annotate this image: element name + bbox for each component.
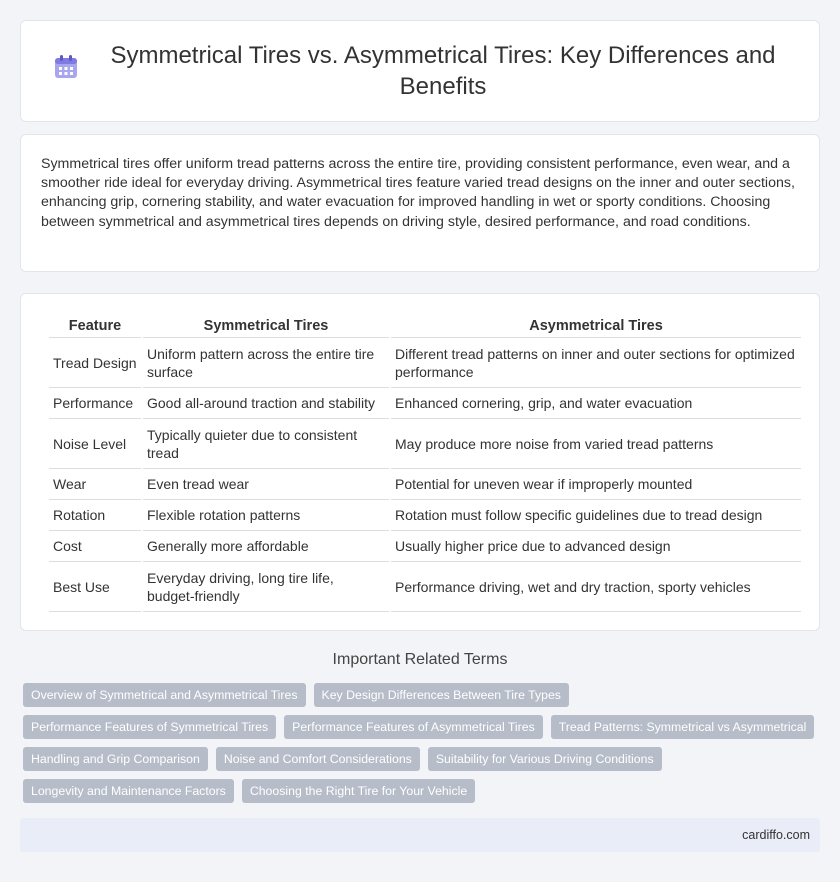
column-header-asymmetrical: Asymmetrical Tires [391, 314, 801, 338]
feature-cell: Performance [49, 388, 141, 419]
asymmetrical-cell: Different tread patterns on inner and outer sections for optimized performance [391, 338, 801, 388]
asymmetrical-cell: Rotation must follow specific guidelines due to tread design [391, 500, 801, 531]
table-row [49, 419, 801, 469]
asymmetrical-cell: May produce more noise from varied tread patterns [391, 419, 801, 469]
table-row [49, 338, 801, 388]
symmetrical-cell: Flexible rotation patterns [143, 500, 389, 531]
calendar-icon [52, 53, 80, 81]
related-term-tag[interactable]: Overview of Symmetrical and Asymmetrical Tires [23, 683, 306, 707]
related-term-tag[interactable]: Performance Features of Asymmetrical Tires [284, 715, 543, 739]
table-row [49, 531, 801, 562]
intro-card [20, 134, 820, 272]
comparison-table [47, 314, 803, 612]
footer-site-name[interactable]: cardiffo.com [742, 828, 810, 842]
table-row [49, 562, 801, 612]
related-term-tag[interactable]: Noise and Comfort Considerations [216, 747, 420, 771]
header-card [20, 20, 820, 122]
feature-cell: Best Use [49, 562, 141, 612]
asymmetrical-cell: Enhanced cornering, grip, and water evacuation [391, 388, 801, 419]
symmetrical-cell: Typically quieter due to consistent tread [143, 419, 389, 469]
symmetrical-cell: Generally more affordable [143, 531, 389, 562]
related-terms-heading: Important Related Terms [332, 651, 508, 668]
related-term-tag[interactable]: Tread Patterns: Symmetrical vs Asymmetrical [551, 715, 815, 739]
table-row [49, 388, 801, 419]
table-header-row [49, 314, 801, 338]
title-wrap [50, 40, 790, 102]
symmetrical-cell: Uniform pattern across the entire tire surface [143, 338, 389, 388]
related-term-tag[interactable]: Suitability for Various Driving Conditions [428, 747, 662, 771]
related-term-tag[interactable]: Key Design Differences Between Tire Types [314, 683, 569, 707]
symmetrical-cell: Good all-around traction and stability [143, 388, 389, 419]
column-header-feature: Feature [49, 314, 141, 338]
intro-paragraph: Symmetrical tires offer uniform tread patterns across the entire tire, providing consistent performance, even wear, and a smoother ride ideal for everyday driving. Asymmetrical tires feature varied tread designs on the inner and outer sections, enhancing grip, cornering stability, and water evacuation for improved handling in wet or sporty conditions. Choosing between symmetrical and asymmetrical tires depends on driving style, desired performance, and road conditions. [41, 156, 795, 230]
footer [20, 818, 820, 852]
feature-cell: Wear [49, 469, 141, 500]
related-terms-list [23, 683, 823, 811]
column-header-symmetrical: Symmetrical Tires [143, 314, 389, 338]
asymmetrical-cell: Performance driving, wet and dry traction, sporty vehicles [391, 562, 801, 612]
feature-cell: Cost [49, 531, 141, 562]
symmetrical-cell: Everyday driving, long tire life, budget-friendly [143, 562, 389, 612]
table-row [49, 469, 801, 500]
feature-cell: Tread Design [49, 338, 141, 388]
feature-cell: Noise Level [49, 419, 141, 469]
symmetrical-cell: Even tread wear [143, 469, 389, 500]
table-row [49, 500, 801, 531]
related-term-tag[interactable]: Choosing the Right Tire for Your Vehicle [242, 779, 475, 803]
related-term-tag[interactable]: Longevity and Maintenance Factors [23, 779, 234, 803]
asymmetrical-cell: Usually higher price due to advanced design [391, 531, 801, 562]
asymmetrical-cell: Potential for uneven wear if improperly mounted [391, 469, 801, 500]
page-title: Symmetrical Tires vs. Asymmetrical Tires: Key Differences and Benefits [110, 42, 776, 100]
related-term-tag[interactable]: Performance Features of Symmetrical Tires [23, 715, 276, 739]
feature-cell: Rotation [49, 500, 141, 531]
comparison-table-card [20, 293, 820, 631]
related-term-tag[interactable]: Handling and Grip Comparison [23, 747, 208, 771]
